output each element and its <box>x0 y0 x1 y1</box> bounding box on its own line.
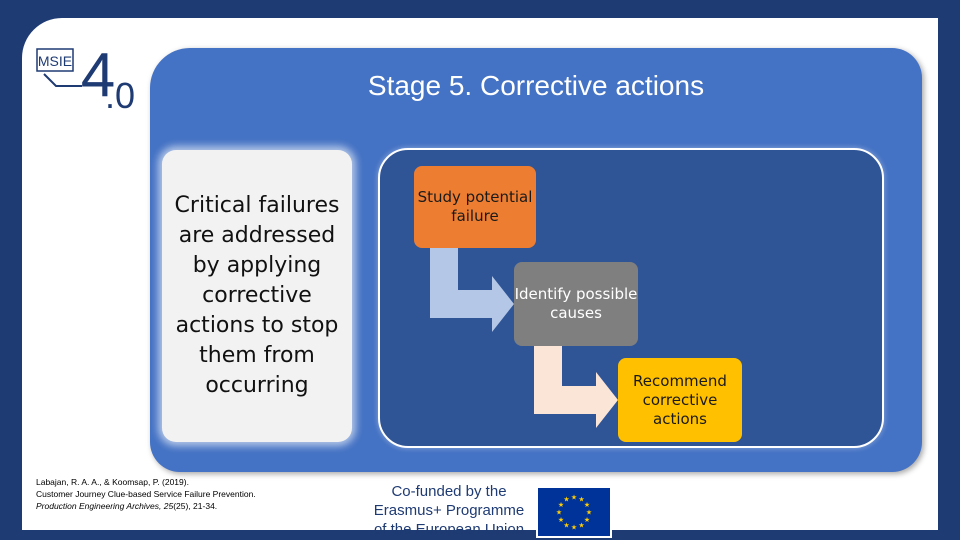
cofunded-text <box>366 482 532 539</box>
connector-arrow-1 <box>430 248 514 332</box>
citation-title: Customer Journey Clue-based Service Failure Prevention. <box>36 489 256 499</box>
step-recommend-actions: Recommend corrective actions <box>618 358 742 442</box>
logo-letters: MSIE <box>37 53 73 69</box>
eu-star-icon: ★ <box>555 509 563 517</box>
citation-volume: 25 <box>163 501 174 511</box>
citation-journal: Production Engineering Archives, <box>36 501 162 511</box>
citation-authors: Labajan, R. A. A., & Koomsap, P. (2019). <box>36 477 189 487</box>
cofunded-line-2: Erasmus+ Programme <box>373 502 525 519</box>
eu-star-icon: ★ <box>583 502 591 509</box>
eu-star-icon: ★ <box>578 522 585 530</box>
eu-star-icon: ★ <box>563 496 570 504</box>
logo-number: 4 <box>80 41 116 110</box>
slide-title: Stage 5. Corrective actions <box>367 70 705 101</box>
eu-star-icon: ★ <box>585 509 593 517</box>
logo-suffix: .0 <box>104 75 136 112</box>
eu-star-icon: ★ <box>570 494 578 502</box>
eu-star-icon: ★ <box>557 502 565 509</box>
step-study-failure: Study potential failure <box>414 166 536 248</box>
citation-source <box>36 500 356 512</box>
critical-failures-text: Critical failures are addressed by applying corrective actions to stop them from occurring <box>174 193 340 398</box>
citation-issue: (25), 21-34. <box>173 501 218 511</box>
eu-star-icon: ★ <box>570 524 578 532</box>
cofunded-line-1: Co-funded by the <box>391 483 507 500</box>
eu-star-icon: ★ <box>578 496 585 504</box>
eu-star-icon: ★ <box>557 517 565 524</box>
eu-star-icon: ★ <box>583 517 591 524</box>
eu-star-icon: ★ <box>563 522 570 530</box>
eu-flag-icon <box>536 486 612 538</box>
step-identify-causes: Identify possible causes <box>514 262 638 346</box>
cofunded-line-3: of the European Union <box>373 521 525 538</box>
connector-arrow-2 <box>534 346 618 428</box>
citation <box>36 476 356 512</box>
